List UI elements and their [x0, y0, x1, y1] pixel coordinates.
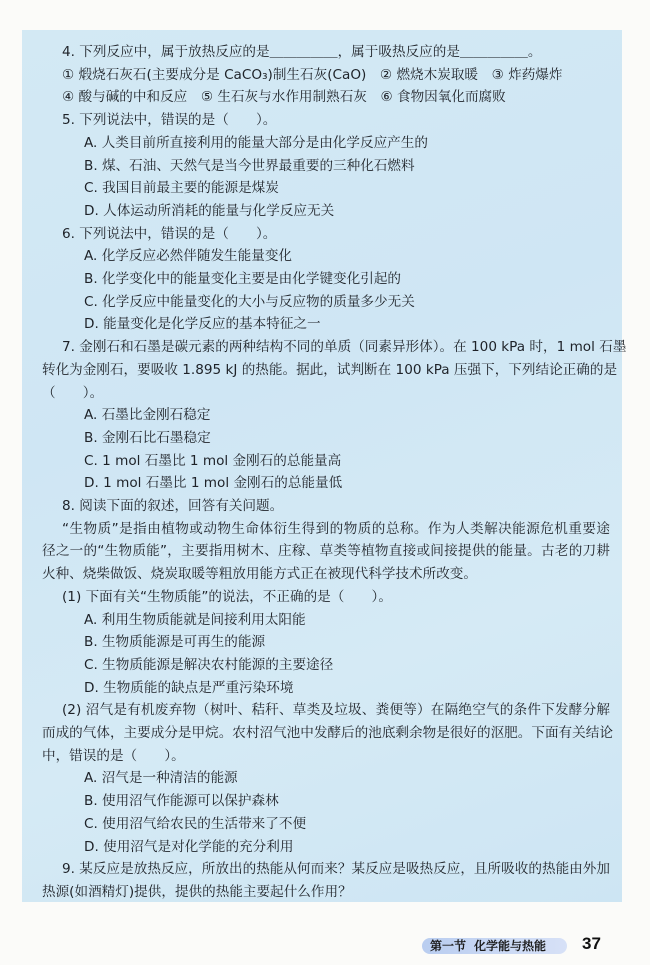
text-line: A. 沼气是一种清洁的能源	[84, 770, 238, 787]
text-line: （ ）。	[42, 384, 104, 401]
text-line: C. 化学反应中能量变化的大小与反应物的质量多少无关	[84, 293, 415, 310]
text-line: A. 石墨比金刚石稳定	[84, 407, 211, 424]
section-label: 第一节	[430, 939, 467, 953]
text-line: A. 人类目前所直接利用的能量大部分是由化学反应产生的	[84, 134, 428, 151]
section-tab	[422, 938, 567, 954]
text-line: C. 使用沼气给农民的生活带来了不便	[84, 815, 307, 832]
text-line: 8. 阅读下面的叙述，回答有关问题。	[62, 498, 284, 514]
text-line: 6. 下列说法中，错误的是（ ）。	[62, 225, 277, 242]
text-line: D. 生物质能的缺点是严重污染环境	[84, 679, 294, 696]
section-title: 化学能与热能	[474, 939, 547, 953]
text-line: D. 人体运动所消耗的能量与化学反应无关	[84, 202, 335, 219]
text-line: 9. 某反应是放热反应，所放出的热能从何而来？某反应是吸热反应，且所吸收的热能由外加	[62, 861, 610, 878]
text-line: ④ 酸与碱的中和反应 ⑤ 生石灰与水作用制熟石灰 ⑥ 食物因氧化而腐败	[62, 89, 506, 106]
text-line: D. 使用沼气是对化学能的充分利用	[84, 838, 294, 855]
text-line: D. 1 mol 石墨比 1 mol 金刚石的总能量低	[84, 475, 343, 492]
text-line: 火种、烧柴做饭、烧炭取暖等粗放用能方式正在被现代科学技术所改变。	[42, 566, 477, 583]
text-line: 热源(如酒精灯)提供，提供的热能主要起什么作用？	[42, 883, 352, 900]
text-line: 径之一的“生物质能”，主要指用树木、庄稼、草类等植物直接或间接提供的能量。古老的刀耕	[42, 543, 610, 560]
text-line: A. 化学反应必然伴随发生能量变化	[84, 248, 293, 265]
text-line: B. 煤、石油、天然气是当今世界最重要的三种化石燃料	[84, 157, 415, 174]
text-line: C. 生物质能源是解决农村能源的主要途径	[84, 656, 334, 673]
text-line: 转化为金刚石，要吸收 1.895 kJ 的热能。据此，试判断在 100 kPa 压强下，下列结论正确的是	[42, 361, 618, 378]
text-line: B. 化学变化中的能量变化主要是由化学键变化引起的	[84, 271, 402, 287]
text-line: 4. 下列反应中，属于放热反应的是＿＿＿＿＿，属于吸热反应的是＿＿＿＿＿。	[62, 44, 542, 60]
page-number: 37	[582, 934, 601, 953]
text-line: 5. 下列说法中，错误的是（ ）。	[62, 112, 277, 129]
text-line: C. 1 mol 石墨比 1 mol 金刚石的总能量高	[84, 452, 342, 469]
text-line: “生物质”是指由植物或动物生命体衍生得到的物质的总称。作为人类解决能源危机重要途	[62, 520, 610, 537]
text-line: B. 金刚石比石墨稳定	[84, 429, 211, 446]
text-line: D. 能量变化是化学反应的基本特征之一	[84, 316, 321, 333]
text-line: B. 生物质能源是可再生的能源	[84, 634, 266, 651]
text-line: 而成的气体，主要成分是甲烷。农村沼气池中发酵后的池底剩余物是很好的沤肥。下面有关结论	[42, 725, 613, 741]
text-line: 7. 金刚石和石墨是碳元素的两种结构不同的单质（同素异形体）。在 100 kPa 时，1 mol 石墨	[62, 339, 627, 356]
text-line: C. 我国目前最主要的能源是煤炭	[84, 180, 279, 197]
text-line: ① 煅烧石灰石(主要成分是 CaCO₃)制生石灰(CaO) ② 燃烧木炭取暖 ③ 炸药爆炸	[62, 66, 563, 83]
text-line: B. 使用沼气作能源可以保护森林	[84, 793, 279, 810]
text-line: (2) 沼气是有机废弃物（树叶、秸秆、草类及垃圾、粪便等）在隔绝空气的条件下发酵分解	[62, 702, 610, 719]
text-line: (1) 下面有关“生物质能”的说法，不正确的是（ ）。	[62, 588, 392, 605]
text-line: A. 利用生物质能就是间接利用太阳能	[84, 611, 306, 628]
text-line: 中，错误的是（ ）。	[42, 747, 185, 764]
